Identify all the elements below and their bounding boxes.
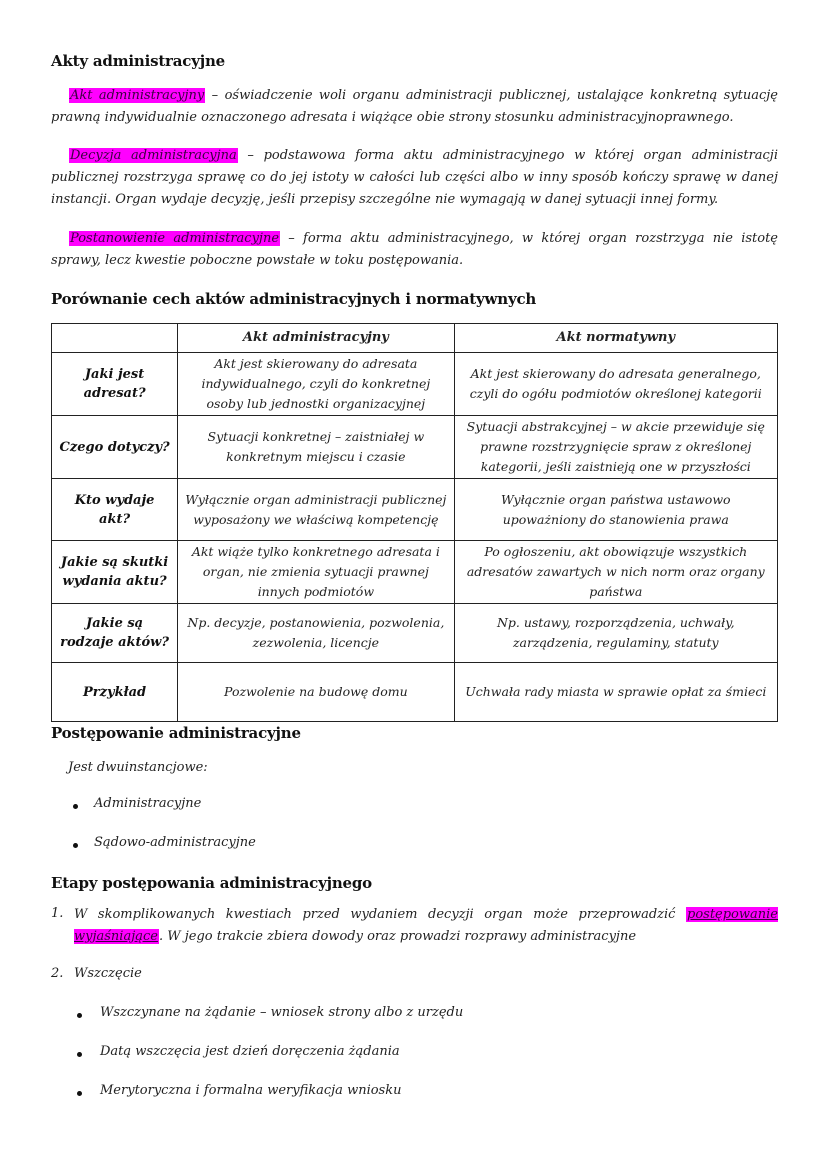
definition-akt-administracyjny bbox=[51, 85, 778, 129]
heading-etapy: Etapy postępowania administracyjnego bbox=[51, 874, 372, 892]
row-label: Jaki jest adresat? bbox=[52, 353, 178, 416]
cell-normative: Po ogłoszeniu, akt obowiązuje wszystkich adresatów zawartych w nich norm oraz organy państwa bbox=[454, 541, 777, 604]
step-2-text: Wszczęcie bbox=[74, 966, 142, 981]
cell-admin: Np. decyzje, postanowienia, pozwolenia, zezwolenia, licencje bbox=[178, 604, 454, 663]
row-label: Przykład bbox=[52, 663, 178, 722]
heading-postepowanie: Postępowanie administracyjne bbox=[51, 724, 301, 742]
step-number: 1. bbox=[51, 906, 64, 921]
list-item: Administracyjne bbox=[94, 796, 202, 811]
table-header-normative: Akt normatywny bbox=[454, 324, 777, 353]
cell-normative: Np. ustawy, rozporządzenia, uchwały, zarządzenia, regulaminy, statuty bbox=[454, 604, 777, 663]
definition-text: – oświadczenie woli organu administracji publicznej, ustalające konkretną sytuację prawną indywidualnie oznaczonego adresata i wiążące obie strony stosunku administracyjnoprawnego. bbox=[51, 88, 778, 125]
definition-postanowienie-administracyjne bbox=[51, 228, 778, 272]
row-label: Jakie są skutki wydania aktu? bbox=[52, 541, 178, 604]
row-label: Kto wydaje akt? bbox=[52, 479, 178, 541]
step-1-text bbox=[74, 904, 778, 948]
table-header-admin: Akt administracyjny bbox=[178, 324, 454, 353]
cell-admin: Pozwolenie na budowę domu bbox=[178, 663, 454, 722]
highlight-term: Postanowienie administracyjne bbox=[70, 231, 280, 246]
cell-normative: Akt jest skierowany do adresata generalnego, czyli do ogółu podmiotów określonej kategorii bbox=[454, 353, 777, 416]
bullet-icon bbox=[77, 1091, 82, 1096]
cell-admin: Akt wiąże tylko konkretnego adresata i organ, nie zmienia sytuacji prawnej innych podmiotów bbox=[178, 541, 454, 604]
list-item: Wszczynane na żądanie – wniosek strony albo z urzędu bbox=[100, 1005, 464, 1020]
definition-text: – forma aktu administracyjnego, w której organ rozstrzyga nie istotę sprawy, lecz kwestie poboczne powstałe w toku postępowania. bbox=[51, 231, 778, 268]
cell-admin: Akt jest skierowany do adresata indywidualnego, czyli do konkretnej osoby lub jednostki organizacyjnej bbox=[178, 353, 454, 416]
heading-porownanie: Porównanie cech aktów administracyjnych i normatywnych bbox=[51, 290, 537, 308]
row-label: Jakie są rodzaje aktów? bbox=[52, 604, 178, 663]
table-row bbox=[52, 541, 778, 604]
table-row bbox=[52, 416, 778, 479]
step-number: 2. bbox=[51, 966, 64, 981]
step-text: W skomplikowanych kwestiach przed wydaniem decyzji organ może przeprowadzić bbox=[74, 907, 686, 922]
intro-text: Jest dwuinstancjowe: bbox=[68, 760, 208, 775]
definition-decyzja-administracyjna bbox=[51, 145, 778, 211]
highlight-term: Decyzja administracyjna bbox=[70, 148, 237, 163]
cell-admin: Sytuacji konkretnej – zaistniałej w konkretnym miejscu i czasie bbox=[178, 416, 454, 479]
heading-akty-administracyjne: Akty administracyjne bbox=[51, 52, 226, 70]
table-row bbox=[52, 604, 778, 663]
table-header-row bbox=[52, 324, 778, 353]
row-label: Czego dotyczy? bbox=[52, 416, 178, 479]
highlight-term: Akt administracyjny bbox=[70, 88, 205, 103]
bullet-icon bbox=[77, 1052, 82, 1057]
table-header-empty bbox=[52, 324, 178, 353]
list-item: Merytoryczna i formalna weryfikacja wniosku bbox=[100, 1083, 402, 1098]
definition-text: – podstawowa forma aktu administracyjnego w której organ administracji publicznej rozstrzyga sprawę co do jej istoty w całości lub części albo w inny sposób kończy sprawę w danej instancji. Organ wydaje decyzję, jeśli przepisy szczególne nie wymagają w danej sytuacji innej formy. bbox=[51, 148, 778, 207]
list-item: Sądowo-administracyjne bbox=[94, 835, 256, 850]
table-row bbox=[52, 353, 778, 416]
comparison-table bbox=[51, 323, 778, 722]
list-item: Datą wszczęcia jest dzień doręczenia żądania bbox=[100, 1044, 400, 1059]
cell-normative: Sytuacji abstrakcyjnej – w akcie przewiduje się prawne rozstrzygnięcie spraw z określonej kategorii, jeśli zaistnieją one w przyszłości bbox=[454, 416, 777, 479]
table-row bbox=[52, 479, 778, 541]
bullet-icon bbox=[73, 804, 78, 809]
cell-normative: Wyłącznie organ państwa ustawowo upoważniony do stanowienia prawa bbox=[454, 479, 777, 541]
cell-admin: Wyłącznie organ administracji publicznej wyposażony we właściwą kompetencję bbox=[178, 479, 454, 541]
table-row bbox=[52, 663, 778, 722]
step-text: . W jego trakcie zbiera dowody oraz prowadzi rozprawy administracyjne bbox=[158, 929, 637, 944]
highlight-term: postępowanie wyjaśniające bbox=[74, 907, 778, 944]
cell-normative: Uchwała rady miasta w sprawie opłat za śmieci bbox=[454, 663, 777, 722]
bullet-icon bbox=[73, 843, 78, 848]
bullet-icon bbox=[77, 1013, 82, 1018]
